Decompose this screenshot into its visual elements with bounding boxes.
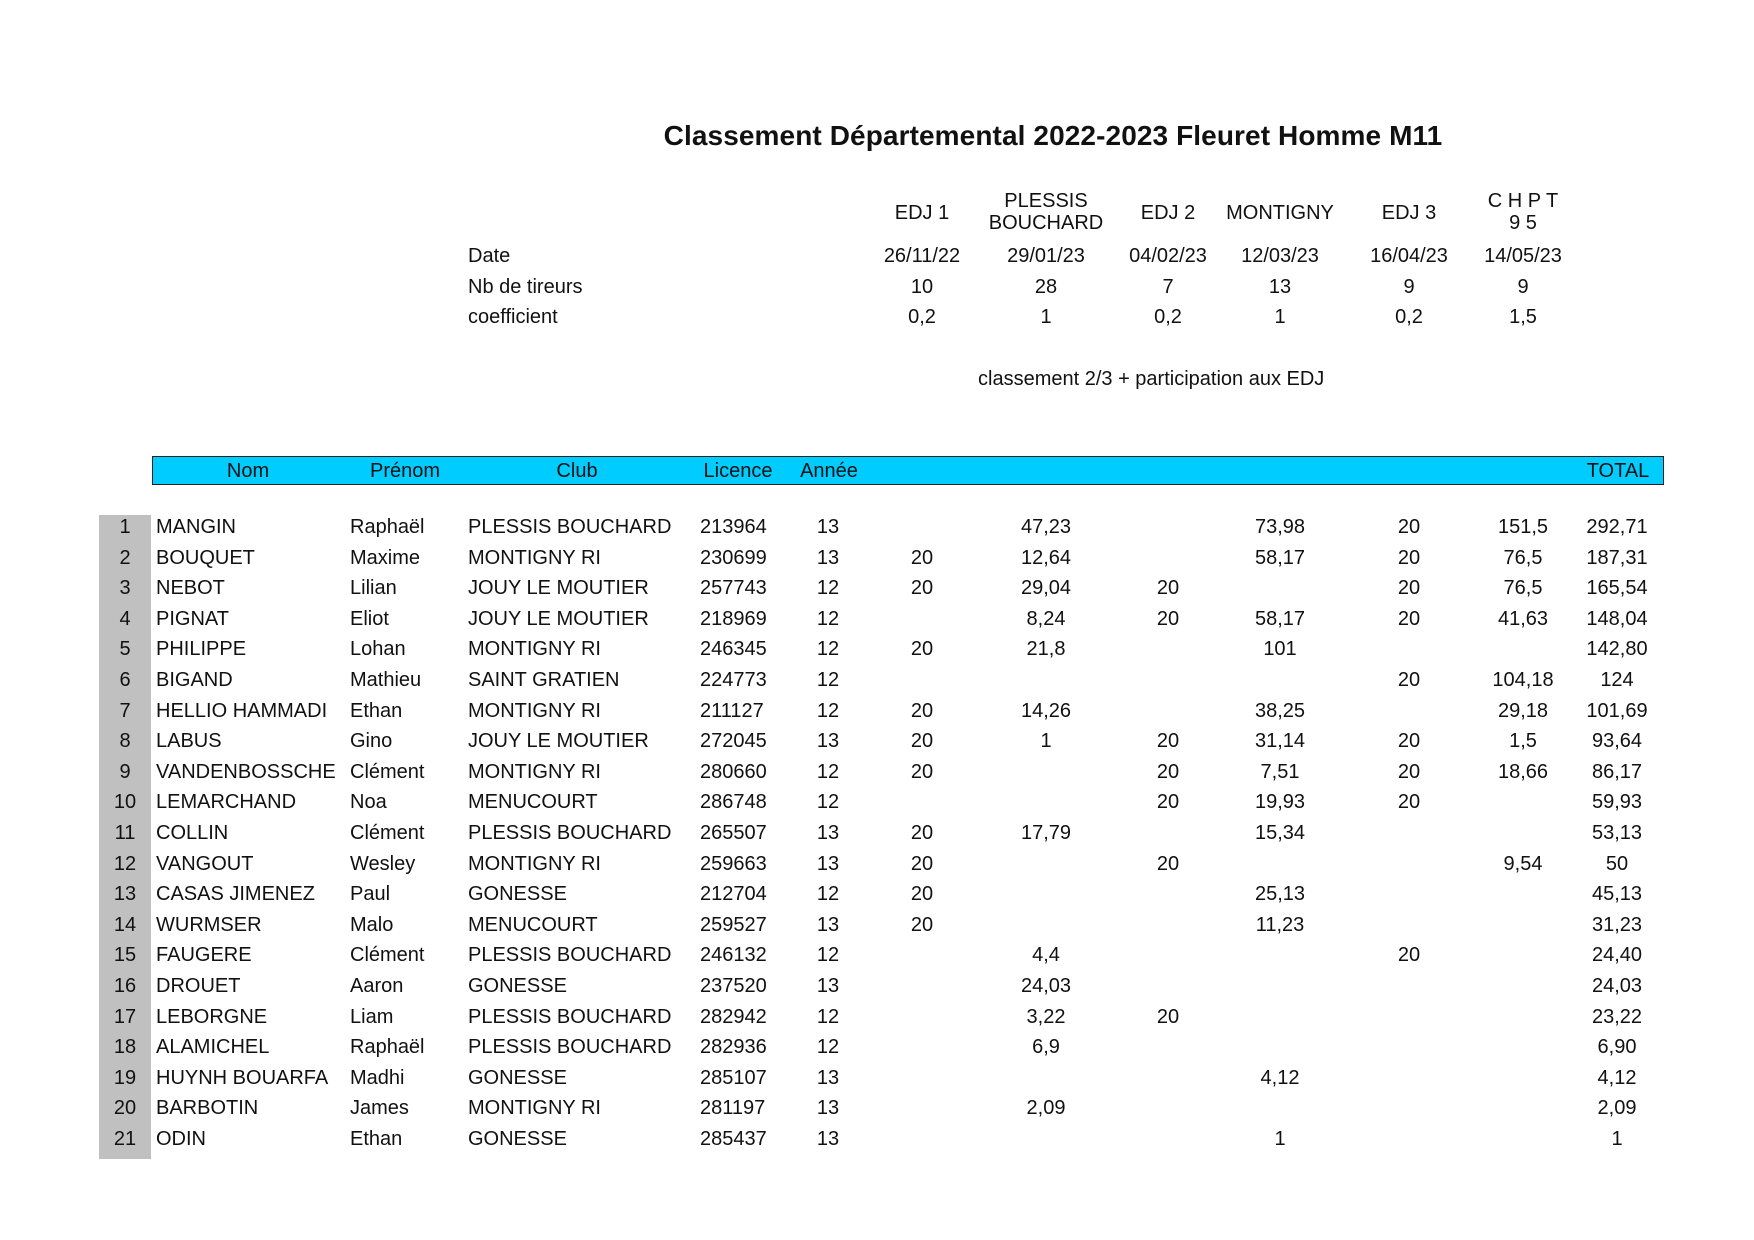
score-cell: 20: [910, 883, 934, 906]
score-cell: 20: [1397, 730, 1421, 753]
score-cell: 20: [1397, 516, 1421, 538]
prenom-cell: Liam: [350, 1005, 394, 1028]
header-nom: Nom: [226, 460, 270, 482]
prenom-cell: Aaron: [350, 975, 404, 997]
score-cell: 20: [1397, 546, 1421, 569]
annee-cell: 12: [816, 638, 840, 661]
annee-cell: 12: [816, 699, 840, 722]
rank-cell: 7: [119, 699, 131, 722]
licence-cell: 281197: [700, 1097, 766, 1120]
score-cell: 31,14: [1254, 730, 1306, 753]
event-name-line2: 9 5: [1509, 212, 1537, 234]
score-cell: 15,34: [1254, 822, 1306, 844]
club-cell: MONTIGNY RI: [468, 699, 601, 722]
score-cell: 104,18: [1492, 669, 1554, 691]
annee-cell: 12: [816, 760, 840, 783]
prenom-cell: Ethan: [350, 1128, 403, 1150]
prenom-cell: Madhi: [350, 1066, 405, 1089]
table-row: [0, 761, 1754, 791]
licence-cell: 286748: [700, 791, 767, 814]
licence-cell: 212704: [700, 883, 767, 906]
licence-cell: 246345: [700, 638, 767, 661]
event-coefficient: 1: [1274, 306, 1286, 328]
rank-cell: 4: [119, 607, 131, 630]
licence-cell: 230699: [700, 546, 767, 569]
total-cell: 59,93: [1591, 791, 1643, 814]
prenom-cell: Clément: [350, 944, 425, 967]
score-cell: 58,17: [1254, 546, 1306, 569]
event-name: EDJ 1: [894, 202, 950, 224]
licence-cell: 213964: [700, 516, 767, 538]
total-cell: 142,80: [1586, 638, 1648, 661]
rank-cell: 5: [119, 638, 131, 661]
event-name: EDJ 3: [1381, 202, 1437, 224]
score-cell: 25,13: [1254, 883, 1306, 906]
nom-cell: FAUGERE: [156, 944, 252, 967]
club-cell: PLESSIS BOUCHARD: [468, 1036, 672, 1059]
prenom-cell: Gino: [350, 730, 393, 753]
page-title: Classement Départemental 2022-2023 Fleuret Homme M11: [663, 120, 1443, 151]
annee-cell: 13: [816, 822, 840, 844]
row-label-date: Date: [468, 245, 511, 267]
total-cell: 24,03: [1591, 975, 1643, 997]
prenom-cell: Ethan: [350, 699, 403, 722]
nom-cell: MANGIN: [156, 516, 236, 538]
score-cell: 76,5: [1503, 546, 1543, 569]
rank-cell: 9: [119, 760, 131, 783]
score-cell: 4,12: [1260, 1066, 1300, 1089]
club-cell: PLESSIS BOUCHARD: [468, 944, 672, 967]
rank-cell: 3: [119, 577, 131, 600]
licence-cell: 224773: [700, 669, 767, 691]
score-cell: 20: [910, 699, 934, 722]
table-row: [0, 730, 1754, 760]
event-nb-tireurs: 9: [1403, 276, 1415, 298]
event-date: 12/03/23: [1241, 245, 1319, 267]
rank-cell: 12: [113, 852, 137, 875]
licence-cell: 265507: [700, 822, 767, 844]
score-cell: 11,23: [1255, 913, 1305, 936]
score-cell: 38,25: [1254, 699, 1306, 722]
score-cell: 3,22: [1026, 1005, 1066, 1028]
rank-cell: 19: [113, 1066, 137, 1089]
score-cell: 47,23: [1020, 516, 1072, 538]
prenom-cell: Raphaël: [350, 516, 425, 538]
table-row: [0, 883, 1754, 913]
score-cell: 1: [1274, 1128, 1286, 1150]
club-cell: MONTIGNY RI: [468, 546, 601, 569]
licence-cell: 285437: [700, 1128, 767, 1150]
prenom-cell: Maxime: [350, 546, 421, 569]
annee-cell: 12: [816, 791, 840, 814]
licence-cell: 282936: [700, 1036, 767, 1059]
nom-cell: NEBOT: [156, 577, 225, 600]
event-coefficient: 1,5: [1509, 306, 1537, 328]
rank-cell: 14: [113, 913, 137, 936]
table-row: [0, 700, 1754, 730]
nom-cell: ALAMICHEL: [156, 1036, 270, 1059]
score-cell: 151,5: [1497, 516, 1549, 538]
table-row: [0, 1097, 1754, 1127]
score-cell: 18,66: [1497, 760, 1549, 783]
annee-cell: 13: [816, 975, 840, 997]
header-total: TOTAL: [1586, 460, 1650, 482]
table-row: [0, 1036, 1754, 1066]
table-row: [0, 638, 1754, 668]
score-cell: 20: [910, 730, 934, 753]
score-cell: 17,79: [1020, 822, 1072, 844]
table-row: [0, 1128, 1754, 1158]
score-cell: 58,17: [1254, 607, 1306, 630]
club-cell: PLESSIS BOUCHARD: [468, 1005, 672, 1028]
licence-cell: 257743: [700, 577, 767, 600]
total-cell: 124: [1600, 669, 1634, 691]
event-name: MONTIGNY: [1226, 202, 1334, 224]
score-cell: 6,9: [1032, 1036, 1060, 1059]
total-cell: 1: [1611, 1128, 1623, 1150]
annee-cell: 13: [816, 1066, 840, 1089]
nom-cell: LABUS: [156, 730, 222, 753]
rank-cell: 20: [113, 1097, 137, 1120]
total-cell: 86,17: [1591, 760, 1643, 783]
header-prenom: Prénom: [369, 460, 441, 482]
rank-cell: 21: [113, 1128, 137, 1150]
score-cell: 2,09: [1026, 1097, 1066, 1120]
annee-cell: 13: [816, 730, 840, 753]
event-nb-tireurs: 13: [1268, 276, 1292, 298]
table-row: [0, 944, 1754, 974]
annee-cell: 12: [816, 883, 840, 906]
table-row: [0, 822, 1754, 852]
score-cell: 24,03: [1020, 975, 1072, 997]
total-cell: 45,13: [1591, 883, 1643, 906]
rank-cell: 15: [113, 944, 137, 967]
score-cell: 8,24: [1026, 607, 1066, 630]
event-name: C H P T: [1487, 190, 1559, 212]
event-nb-tireurs: 28: [1034, 276, 1058, 298]
club-cell: GONESSE: [468, 1128, 567, 1150]
annee-cell: 13: [816, 1128, 840, 1150]
nom-cell: LEBORGNE: [156, 1005, 268, 1028]
score-cell: 20: [910, 638, 934, 661]
table-row: [0, 1067, 1754, 1097]
total-cell: 187,31: [1586, 546, 1648, 569]
table-row: [0, 669, 1754, 699]
rank-cell: 18: [113, 1036, 137, 1059]
nom-cell: VANGOUT: [156, 852, 254, 875]
event-name-line2: BOUCHARD: [988, 212, 1104, 234]
club-cell: JOUY LE MOUTIER: [468, 607, 649, 630]
table-row: [0, 577, 1754, 607]
table-row: [0, 547, 1754, 577]
ranking-note: classement 2/3 + participation aux EDJ: [978, 368, 1325, 390]
event-nb-tireurs: 10: [910, 276, 934, 298]
licence-cell: 218969: [700, 607, 767, 630]
score-cell: 20: [910, 822, 934, 844]
licence-cell: 285107: [700, 1066, 767, 1089]
club-cell: PLESSIS BOUCHARD: [468, 822, 672, 844]
event-nb-tireurs: 7: [1162, 276, 1174, 298]
table-row: [0, 853, 1754, 883]
score-cell: 1: [1040, 730, 1052, 753]
score-cell: 4,4: [1032, 944, 1060, 967]
prenom-cell: Lohan: [350, 638, 406, 661]
event-name: PLESSIS: [1004, 190, 1088, 212]
score-cell: 7,51: [1260, 760, 1300, 783]
prenom-cell: James: [350, 1097, 409, 1120]
score-cell: 20: [1156, 577, 1180, 600]
score-cell: 14,26: [1020, 699, 1072, 722]
event-date: 16/04/23: [1370, 245, 1448, 267]
event-date: 29/01/23: [1007, 245, 1085, 267]
table-row: [0, 1006, 1754, 1036]
club-cell: JOUY LE MOUTIER: [468, 577, 649, 600]
table-row: [0, 791, 1754, 821]
table-row: [0, 608, 1754, 638]
annee-cell: 12: [816, 1036, 840, 1059]
prenom-cell: Paul: [350, 883, 391, 906]
nom-cell: WURMSER: [156, 913, 262, 936]
header-annee: Année: [800, 460, 858, 482]
total-cell: 148,04: [1586, 607, 1648, 630]
total-cell: 2,09: [1597, 1097, 1637, 1120]
prenom-cell: Eliot: [350, 607, 389, 630]
total-cell: 93,64: [1591, 730, 1643, 753]
annee-cell: 12: [816, 1005, 840, 1028]
score-cell: 20: [1156, 791, 1180, 814]
rank-cell: 10: [113, 791, 137, 814]
prenom-cell: Malo: [350, 913, 394, 936]
prenom-cell: Lilian: [350, 577, 397, 600]
event-date: 04/02/23: [1129, 245, 1207, 267]
nom-cell: BIGAND: [156, 669, 233, 691]
score-cell: 20: [1397, 791, 1421, 814]
nom-cell: COLLIN: [156, 822, 229, 844]
licence-cell: 246132: [700, 944, 767, 967]
nom-cell: DROUET: [156, 975, 241, 997]
row-label-coefficient: coefficient: [468, 306, 558, 328]
prenom-cell: Mathieu: [350, 669, 422, 691]
club-cell: MONTIGNY RI: [468, 1097, 601, 1120]
nom-cell: PIGNAT: [156, 607, 229, 630]
event-coefficient: 0,2: [1154, 306, 1182, 328]
club-cell: MONTIGNY RI: [468, 760, 601, 783]
club-cell: SAINT GRATIEN: [468, 669, 620, 691]
score-cell: 1,5: [1509, 730, 1537, 753]
annee-cell: 13: [816, 1097, 840, 1120]
total-cell: 53,13: [1591, 822, 1643, 844]
licence-cell: 259527: [700, 913, 767, 936]
event-date: 26/11/22: [883, 245, 961, 267]
total-cell: 101,69: [1586, 699, 1648, 722]
score-cell: 41,63: [1497, 607, 1549, 630]
total-cell: 23,22: [1591, 1005, 1643, 1028]
score-cell: 19,93: [1254, 791, 1306, 814]
score-cell: 20: [1397, 760, 1421, 783]
annee-cell: 12: [816, 944, 840, 967]
total-cell: 50: [1605, 852, 1629, 875]
prenom-cell: Raphaël: [350, 1036, 425, 1059]
score-cell: 20: [910, 913, 934, 936]
prenom-cell: Noa: [350, 791, 387, 814]
licence-cell: 272045: [700, 730, 767, 753]
club-cell: MONTIGNY RI: [468, 852, 601, 875]
club-cell: MENUCOURT: [468, 791, 598, 814]
nom-cell: ODIN: [156, 1128, 206, 1150]
club-cell: GONESSE: [468, 883, 567, 906]
event-nb-tireurs: 9: [1517, 276, 1529, 298]
score-cell: 20: [1156, 607, 1180, 630]
nom-cell: BARBOTIN: [156, 1097, 259, 1120]
total-cell: 24,40: [1591, 944, 1643, 967]
score-cell: 20: [1156, 852, 1180, 875]
rank-cell: 17: [113, 1005, 137, 1028]
score-cell: 20: [1397, 577, 1421, 600]
score-cell: 9,54: [1503, 852, 1543, 875]
rank-cell: 2: [119, 546, 131, 569]
prenom-cell: Clément: [350, 822, 425, 844]
total-cell: 4,12: [1597, 1066, 1637, 1089]
table-row: [0, 516, 1754, 546]
header-club: Club: [556, 460, 598, 482]
table-row: [0, 914, 1754, 944]
prenom-cell: Clément: [350, 760, 425, 783]
licence-cell: 211127: [700, 699, 764, 722]
score-cell: 20: [1156, 1005, 1180, 1028]
club-cell: MENUCOURT: [468, 913, 598, 936]
score-cell: 73,98: [1254, 516, 1306, 538]
score-cell: 101: [1263, 638, 1297, 661]
score-cell: 12,64: [1020, 546, 1072, 569]
score-cell: 20: [1397, 944, 1421, 967]
licence-cell: 237520: [700, 975, 767, 997]
licence-cell: 259663: [700, 852, 767, 875]
score-cell: 20: [910, 577, 934, 600]
licence-cell: 282942: [700, 1005, 767, 1028]
event-coefficient: 0,2: [1395, 306, 1423, 328]
rank-cell: 11: [114, 822, 136, 844]
score-cell: 29,18: [1497, 699, 1549, 722]
table-header: [152, 456, 1664, 485]
annee-cell: 13: [816, 913, 840, 936]
nom-cell: HUYNH BOUARFA: [156, 1066, 329, 1089]
score-cell: 29,04: [1020, 577, 1072, 600]
club-cell: GONESSE: [468, 1066, 567, 1089]
total-cell: 31,23: [1591, 913, 1643, 936]
club-cell: MONTIGNY RI: [468, 638, 601, 661]
nom-cell: VANDENBOSSCHE: [156, 760, 336, 783]
row-label-nb-tireurs: Nb de tireurs: [468, 276, 583, 298]
annee-cell: 12: [816, 669, 840, 691]
score-cell: 20: [1156, 730, 1180, 753]
event-name: EDJ 2: [1140, 202, 1196, 224]
score-cell: 20: [1156, 760, 1180, 783]
score-cell: 20: [910, 852, 934, 875]
nom-cell: CASAS JIMENEZ: [156, 883, 315, 906]
score-cell: 20: [1397, 607, 1421, 630]
rank-cell: 16: [113, 975, 137, 997]
club-cell: JOUY LE MOUTIER: [468, 730, 649, 753]
rank-cell: 6: [119, 669, 131, 691]
rank-cell: 1: [119, 516, 131, 538]
rank-cell: 8: [119, 730, 131, 753]
nom-cell: LEMARCHAND: [156, 791, 297, 814]
nom-cell: HELLIO HAMMADI: [156, 699, 328, 722]
event-date: 14/05/23: [1484, 245, 1562, 267]
total-cell: 292,71: [1586, 516, 1648, 538]
annee-cell: 13: [816, 516, 840, 538]
score-cell: 21,8: [1026, 638, 1066, 661]
club-cell: GONESSE: [468, 975, 567, 997]
prenom-cell: Wesley: [350, 852, 416, 875]
header-licence: Licence: [703, 460, 773, 482]
score-cell: 76,5: [1503, 577, 1543, 600]
annee-cell: 13: [816, 546, 840, 569]
licence-cell: 280660: [700, 760, 767, 783]
total-cell: 6,90: [1597, 1036, 1637, 1059]
annee-cell: 12: [816, 607, 840, 630]
score-cell: 20: [1397, 669, 1421, 691]
annee-cell: 13: [816, 852, 840, 875]
rank-cell: 13: [113, 883, 137, 906]
nom-cell: BOUQUET: [156, 546, 255, 569]
table-row: [0, 975, 1754, 1005]
club-cell: PLESSIS BOUCHARD: [468, 516, 672, 538]
annee-cell: 12: [816, 577, 840, 600]
event-coefficient: 0,2: [908, 306, 936, 328]
event-coefficient: 1: [1040, 306, 1052, 328]
nom-cell: PHILIPPE: [156, 638, 247, 661]
score-cell: 20: [910, 760, 934, 783]
score-cell: 20: [910, 546, 934, 569]
total-cell: 165,54: [1586, 577, 1648, 600]
